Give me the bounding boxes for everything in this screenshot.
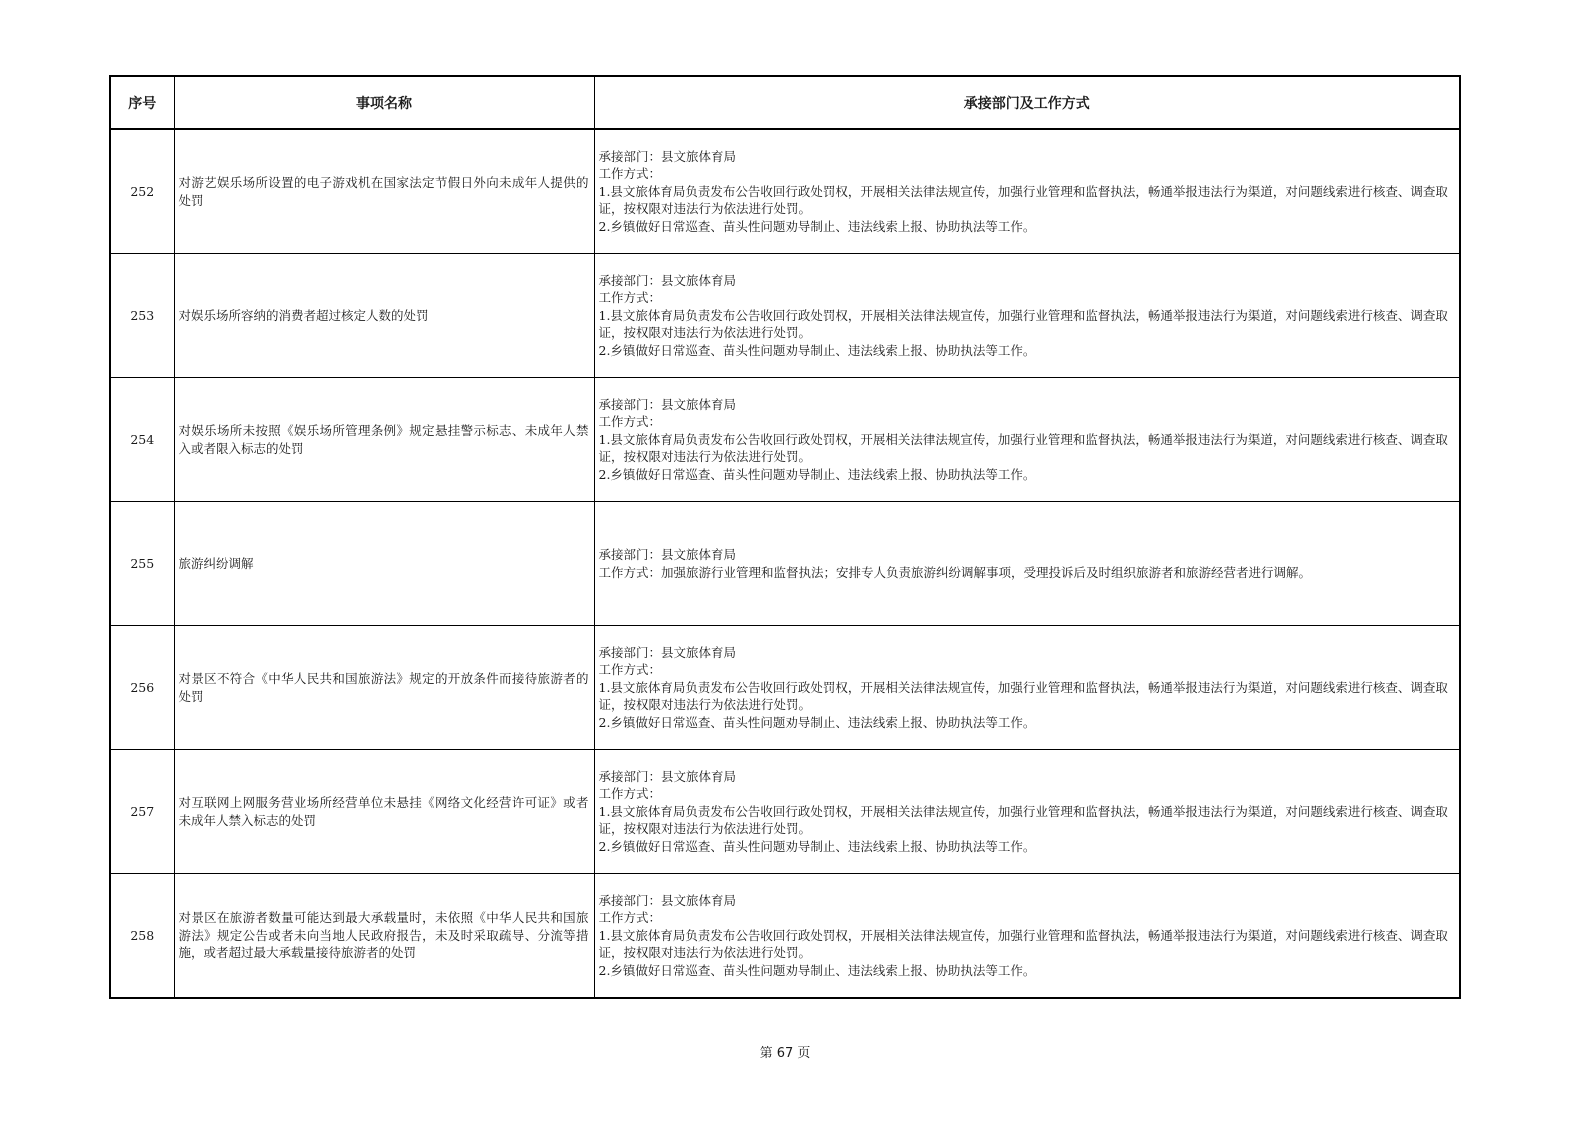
dept-method-line: 1.县文旅体育局负责发布公告收回行政处罚权，开展相关法律法规宣传，加强行业管理和监督执法，畅通举报违法行为渠道，对问题线索进行核查、调查取证，按权限对违法行为依法进行处罚。 bbox=[598, 803, 1448, 837]
row-item-name: 对娱乐场所容纳的消费者超过核定人数的处罚 bbox=[174, 254, 594, 378]
row-dept-method bbox=[594, 750, 1460, 874]
dept-method-line: 承接部门：县文旅体育局 bbox=[598, 272, 737, 288]
row-seq: 257 bbox=[110, 750, 174, 874]
dept-method-line: 工作方式： bbox=[598, 290, 662, 306]
dept-method-line: 1.县文旅体育局负责发布公告收回行政处罚权，开展相关法律法规宣传，加强行业管理和监督执法，畅通举报违法行为渠道，对问题线索进行核查、调查取证，按权限对违法行为依法进行处罚。 bbox=[598, 927, 1448, 961]
dept-method-line: 承接部门：县文旅体育局 bbox=[598, 396, 737, 412]
row-item-name: 对娱乐场所未按照《娱乐场所管理条例》规定悬挂警示标志、未成年人禁入或者限入标志的处罚 bbox=[174, 378, 594, 502]
dept-method-line: 1.县文旅体育局负责发布公告收回行政处罚权，开展相关法律法规宣传，加强行业管理和监督执法，畅通举报违法行为渠道，对问题线索进行核查、调查取证，按权限对违法行为依法进行处罚。 bbox=[598, 431, 1448, 465]
header-dept-method: 承接部门及工作方式 bbox=[594, 76, 1460, 129]
row-dept-method bbox=[594, 626, 1460, 750]
dept-method-line: 工作方式： bbox=[598, 786, 662, 802]
row-seq: 253 bbox=[110, 254, 174, 378]
table-header-row bbox=[110, 76, 1460, 129]
dept-method-line: 1.县文旅体育局负责发布公告收回行政处罚权，开展相关法律法规宣传，加强行业管理和监督执法，畅通举报违法行为渠道，对问题线索进行核查、调查取证，按权限对违法行为依法进行处罚。 bbox=[598, 679, 1448, 713]
dept-method-line: 1.县文旅体育局负责发布公告收回行政处罚权，开展相关法律法规宣传，加强行业管理和监督执法，畅通举报违法行为渠道，对问题线索进行核查、调查取证，按权限对违法行为依法进行处罚。 bbox=[598, 183, 1448, 217]
row-dept-method bbox=[594, 874, 1460, 999]
dept-method-line: 2.乡镇做好日常巡查、苗头性问题劝导制止、违法线索上报、协助执法等工作。 bbox=[598, 342, 1036, 358]
row-item-name: 对景区在旅游者数量可能达到最大承载量时，未依照《中华人民共和国旅游法》规定公告或者未向当地人民政府报告，未及时采取疏导、分流等措施，或者超过最大承载量接待旅游者的处罚 bbox=[174, 874, 594, 999]
table-row bbox=[110, 874, 1460, 999]
table-row bbox=[110, 750, 1460, 874]
row-dept-method bbox=[594, 502, 1460, 626]
row-seq: 258 bbox=[110, 874, 174, 999]
table-row bbox=[110, 378, 1460, 502]
row-dept-method bbox=[594, 254, 1460, 378]
row-item-name: 旅游纠纷调解 bbox=[174, 502, 594, 626]
dept-method-line: 2.乡镇做好日常巡查、苗头性问题劝导制止、违法线索上报、协助执法等工作。 bbox=[598, 466, 1036, 482]
row-item-name: 对互联网上网服务营业场所经营单位未悬挂《网络文化经营许可证》或者未成年人禁入标志的处罚 bbox=[174, 750, 594, 874]
row-seq: 255 bbox=[110, 502, 174, 626]
dept-method-line: 2.乡镇做好日常巡查、苗头性问题劝导制止、违法线索上报、协助执法等工作。 bbox=[598, 838, 1036, 854]
dept-method-line: 承接部门：县文旅体育局 bbox=[598, 768, 737, 784]
table-row bbox=[110, 129, 1460, 254]
page-number: 第 67 页 bbox=[759, 1046, 811, 1061]
row-seq: 252 bbox=[110, 129, 174, 254]
dept-method-line: 2.乡镇做好日常巡查、苗头性问题劝导制止、违法线索上报、协助执法等工作。 bbox=[598, 962, 1036, 978]
table-row bbox=[110, 626, 1460, 750]
dept-method-line: 1.县文旅体育局负责发布公告收回行政处罚权，开展相关法律法规宣传，加强行业管理和监督执法，畅通举报违法行为渠道，对问题线索进行核查、调查取证，按权限对违法行为依法进行处罚。 bbox=[598, 307, 1448, 341]
table-body bbox=[110, 129, 1460, 998]
items-table bbox=[109, 75, 1461, 999]
dept-method-line: 承接部门：县文旅体育局 bbox=[598, 148, 737, 164]
table-row bbox=[110, 254, 1460, 378]
row-seq: 256 bbox=[110, 626, 174, 750]
dept-method-line: 承接部门：县文旅体育局 bbox=[598, 892, 737, 908]
dept-method-line: 承接部门：县文旅体育局 bbox=[598, 644, 737, 660]
row-item-name: 对景区不符合《中华人民共和国旅游法》规定的开放条件而接待旅游者的处罚 bbox=[174, 626, 594, 750]
row-item-name: 对游艺娱乐场所设置的电子游戏机在国家法定节假日外向未成年人提供的处罚 bbox=[174, 129, 594, 254]
table-row bbox=[110, 502, 1460, 626]
dept-method-line: 承接部门：县文旅体育局 bbox=[598, 547, 737, 562]
header-seq: 序号 bbox=[110, 76, 174, 129]
row-seq: 254 bbox=[110, 378, 174, 502]
dept-method-line: 工作方式： bbox=[598, 910, 662, 926]
dept-method-line: 工作方式：加强旅游行业管理和监督执法；安排专人负责旅游纠纷调解事项，受理投诉后及时组织旅游者和旅游经营者进行调解。 bbox=[598, 564, 1312, 580]
header-item-name: 事项名称 bbox=[174, 76, 594, 129]
dept-method-line: 2.乡镇做好日常巡查、苗头性问题劝导制止、违法线索上报、协助执法等工作。 bbox=[598, 714, 1036, 730]
dept-method-line: 工作方式： bbox=[598, 166, 662, 182]
dept-method-line: 工作方式： bbox=[598, 662, 662, 678]
row-dept-method bbox=[594, 129, 1460, 254]
dept-method-line: 工作方式： bbox=[598, 414, 662, 430]
row-dept-method bbox=[594, 378, 1460, 502]
dept-method-line: 2.乡镇做好日常巡查、苗头性问题劝导制止、违法线索上报、协助执法等工作。 bbox=[598, 218, 1036, 234]
